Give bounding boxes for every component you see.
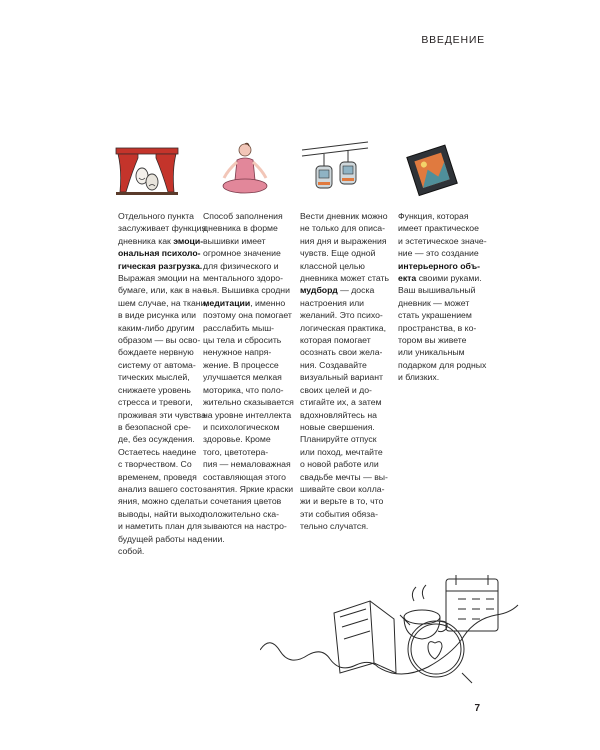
text-run: и наметить план для	[118, 521, 202, 532]
text-line	[398, 235, 486, 247]
text-run: огромное значение	[203, 248, 281, 259]
text-line	[203, 508, 291, 520]
text-run: выводы, найти выход	[118, 508, 205, 519]
text-line	[300, 458, 388, 470]
text-run: — доска	[337, 285, 375, 296]
text-run: улучшается мелкая	[203, 372, 282, 383]
text-line	[118, 433, 206, 445]
text-line	[300, 371, 388, 383]
text-run: шивайте свои колла-	[300, 483, 385, 494]
bold-text: ональная психоло-	[118, 248, 201, 259]
bold-text: екта	[398, 273, 417, 284]
text-line	[118, 210, 206, 222]
text-line	[118, 346, 206, 358]
text-line	[118, 384, 206, 396]
text-run: ненужное напря-	[203, 347, 272, 358]
text-run: Отдельного пункта	[118, 211, 194, 221]
text-run: и психологическом	[203, 421, 280, 432]
text-line	[203, 247, 291, 259]
text-run: снижаете уровень	[118, 384, 191, 395]
text-run: цы тела и сбросить	[203, 335, 282, 346]
text-run: подарком для родных	[398, 359, 487, 370]
text-run: имеет практическое	[398, 223, 479, 234]
text-line	[398, 359, 486, 371]
cable-car-icon	[300, 140, 370, 204]
text-run: которая помогает	[300, 335, 371, 346]
meditation-icon	[210, 140, 280, 204]
text-line	[398, 260, 486, 272]
text-run: своих целей и до-	[300, 384, 372, 395]
text-line	[300, 495, 388, 507]
text-line	[300, 409, 388, 421]
text-run: и близких.	[398, 372, 440, 383]
text-line	[203, 272, 291, 284]
text-line	[118, 272, 206, 284]
text-run: заслуживает функция	[118, 223, 207, 234]
text-line	[300, 322, 388, 334]
text-line	[118, 409, 206, 421]
text-line	[300, 297, 388, 309]
bold-text: интерьерного объ-	[398, 260, 481, 271]
text-run: бумаге, или, как в на-	[118, 285, 205, 296]
text-run: для физического и	[203, 260, 279, 271]
text-run: тельно случатся.	[300, 521, 369, 532]
text-run: каким-либо другим	[118, 322, 195, 333]
text-line	[118, 260, 206, 272]
text-run: временем, проведя	[118, 471, 197, 482]
text-line	[118, 284, 206, 296]
text-run: Ваш вышивальный	[398, 285, 476, 296]
text-run: будущей работы над	[118, 533, 203, 544]
text-line	[203, 421, 291, 433]
text-line	[118, 247, 206, 259]
text-line	[118, 483, 206, 495]
text-line	[118, 334, 206, 346]
text-line	[203, 533, 291, 545]
text-run: шем случае, на ткани,	[118, 297, 208, 308]
text-line	[398, 322, 486, 334]
text-run: яния, можно сделать	[118, 496, 203, 507]
text-line	[203, 396, 294, 408]
text-run: чувств. Еще одной	[300, 248, 376, 259]
text-line	[300, 284, 388, 296]
text-line	[118, 545, 206, 557]
text-line	[300, 483, 388, 495]
text-line	[300, 272, 388, 284]
text-run: осознать свои жела-	[300, 347, 383, 358]
text-run: образом — вы осво-	[118, 335, 201, 346]
text-run: проживая эти чувства	[118, 409, 206, 420]
text-run: тических мыслей,	[118, 372, 190, 383]
text-line	[118, 297, 206, 309]
text-run: Остаетесь наедине	[118, 446, 197, 457]
text-run: не только для описа-	[300, 223, 386, 234]
text-line	[203, 322, 291, 334]
text-run: жи и верьте в то, что	[300, 496, 384, 507]
text-line	[118, 471, 206, 483]
text-line	[300, 433, 388, 445]
text-run: с творчеством. Со	[118, 459, 192, 470]
text-line	[300, 471, 388, 483]
text-run: дневника в форме	[203, 223, 278, 234]
text-line	[118, 222, 206, 234]
text-run: дневника может стать	[300, 273, 390, 284]
text-run: ние — это создание	[398, 248, 479, 259]
text-run: де, без осуждения.	[118, 434, 195, 445]
text-run: Функция, которая	[398, 211, 469, 221]
text-run: в безопасной сре-	[118, 421, 191, 432]
text-run: поэтому она помогает	[203, 310, 292, 321]
text-line	[300, 222, 388, 234]
text-run: вья. Вышивка сродни	[203, 285, 290, 296]
text-line	[300, 396, 388, 408]
text-run: жительно сказывается	[203, 397, 294, 408]
text-line	[300, 384, 388, 396]
text-line	[118, 533, 206, 545]
text-line	[203, 409, 291, 421]
column-moodboard	[300, 210, 388, 533]
text-line	[300, 508, 388, 520]
text-line	[300, 260, 388, 272]
theater-icon	[112, 140, 182, 204]
text-run: настроения или	[300, 297, 364, 308]
bold-text: гическая разгрузка.	[118, 260, 203, 271]
text-run: свадьбе мечты — вы-	[300, 471, 388, 482]
text-line	[203, 495, 291, 507]
text-line	[203, 520, 291, 532]
text-line	[398, 297, 486, 309]
text-run: анализ вашего состо-	[118, 483, 206, 494]
text-run: новые свершения.	[300, 421, 375, 432]
text-line	[398, 371, 486, 383]
page-number: 7	[474, 703, 480, 714]
text-line	[118, 371, 206, 383]
text-line	[203, 222, 291, 234]
text-line	[203, 284, 291, 296]
text-line	[398, 334, 486, 346]
text-line	[300, 309, 388, 321]
text-run: расслабить мыш-	[203, 322, 275, 333]
text-run: собой.	[118, 545, 145, 556]
text-line	[300, 346, 388, 358]
text-run: Планируйте отпуск	[300, 434, 377, 445]
text-run: и сочетания цветов	[203, 496, 282, 507]
text-run: здоровье. Кроме	[203, 434, 271, 445]
text-run: Вести дневник можно	[300, 211, 388, 221]
text-line	[398, 346, 486, 358]
text-run: дневника как	[118, 235, 174, 246]
text-line	[300, 421, 388, 433]
text-line	[203, 433, 291, 445]
text-run: стать украшением	[398, 310, 472, 321]
text-line	[203, 483, 294, 495]
text-run: визуальный вариант	[300, 372, 383, 383]
section-header: ВВЕДЕНИЕ	[421, 34, 485, 46]
text-line	[118, 359, 206, 371]
text-line	[118, 508, 206, 520]
text-line	[300, 247, 388, 259]
text-run: на уровне интеллекта	[203, 409, 292, 420]
text-line	[118, 520, 206, 532]
text-run: желаний. Это психо-	[300, 310, 383, 321]
text-line	[203, 458, 291, 470]
text-run: зываются на настро-	[203, 521, 287, 532]
text-run: классной целью	[300, 260, 365, 271]
text-run: и эстетическое значе-	[398, 235, 487, 246]
text-run: стигайте их, а затем	[300, 397, 382, 408]
text-line	[398, 284, 486, 296]
text-run: составляющая этого	[203, 471, 286, 482]
text-line	[300, 235, 388, 247]
column-interior-object	[398, 210, 486, 384]
text-run: ния. Создавайте	[300, 359, 367, 370]
text-line	[203, 359, 291, 371]
text-line	[203, 371, 291, 383]
text-line	[203, 384, 291, 396]
text-line	[300, 210, 388, 222]
text-run: ментального здоро-	[203, 273, 284, 284]
text-line	[300, 446, 388, 458]
text-run: , именно	[250, 297, 286, 308]
text-run: пия — немаловажная	[203, 459, 291, 470]
text-run: своими руками.	[416, 273, 482, 284]
text-run: пространства, в ко-	[398, 322, 477, 333]
text-run: вышивки имеет	[203, 235, 266, 246]
text-line	[398, 309, 486, 321]
text-run: или поход, мечтайте	[300, 446, 383, 457]
text-line	[118, 421, 206, 433]
text-run: систему от автома-	[118, 359, 196, 370]
text-run: о новой работе или	[300, 459, 379, 470]
text-line	[203, 346, 291, 358]
text-line	[300, 359, 388, 371]
text-line	[300, 334, 388, 346]
text-run: ния дня и выражения	[300, 235, 387, 246]
text-line	[118, 396, 206, 408]
text-run: в виде рисунка или	[118, 310, 196, 321]
framed-picture-icon	[398, 140, 468, 204]
bold-text: мудборд	[300, 285, 338, 296]
text-run: Способ заполнения	[203, 211, 283, 221]
bold-text: эмоци-	[173, 235, 204, 246]
text-line	[118, 446, 206, 458]
text-line	[398, 222, 486, 234]
text-line	[203, 471, 291, 483]
text-run: занятия. Яркие краски	[203, 483, 294, 494]
text-line	[203, 260, 291, 272]
text-line	[398, 210, 486, 222]
text-run: или уникальным	[398, 347, 465, 358]
text-run: того, цветотера-	[203, 446, 269, 457]
text-line	[118, 235, 206, 247]
text-run: эти события обяза-	[300, 508, 378, 519]
text-run: бождаете нервную	[118, 347, 194, 358]
text-line	[203, 235, 291, 247]
text-line	[300, 520, 388, 532]
line-doodle-illustration	[260, 555, 520, 685]
text-run: тором вы живете	[398, 335, 467, 346]
text-line	[398, 247, 486, 259]
text-run: дневник — может	[398, 297, 470, 308]
text-line	[118, 495, 206, 507]
text-run: ении.	[203, 533, 225, 544]
text-line	[118, 309, 206, 321]
bold-text: медитации	[203, 297, 251, 308]
text-line	[203, 334, 291, 346]
text-run: стресса и тревоги,	[118, 397, 193, 408]
text-line	[398, 272, 486, 284]
text-run: жение. В процессе	[203, 359, 279, 370]
text-run: вдохновляйтесь на	[300, 409, 377, 420]
text-line	[203, 446, 291, 458]
text-run: моторика, что поло-	[203, 384, 284, 395]
text-line	[118, 458, 206, 470]
text-line	[118, 322, 206, 334]
column-meditation	[203, 210, 294, 545]
text-line	[203, 309, 291, 321]
text-line	[203, 210, 291, 222]
text-line	[203, 297, 291, 309]
text-run: Выражая эмоции на	[118, 273, 200, 284]
text-run: положительно ска-	[203, 508, 280, 519]
text-run: логическая практика,	[300, 322, 386, 333]
column-emotional-relief	[118, 210, 206, 557]
